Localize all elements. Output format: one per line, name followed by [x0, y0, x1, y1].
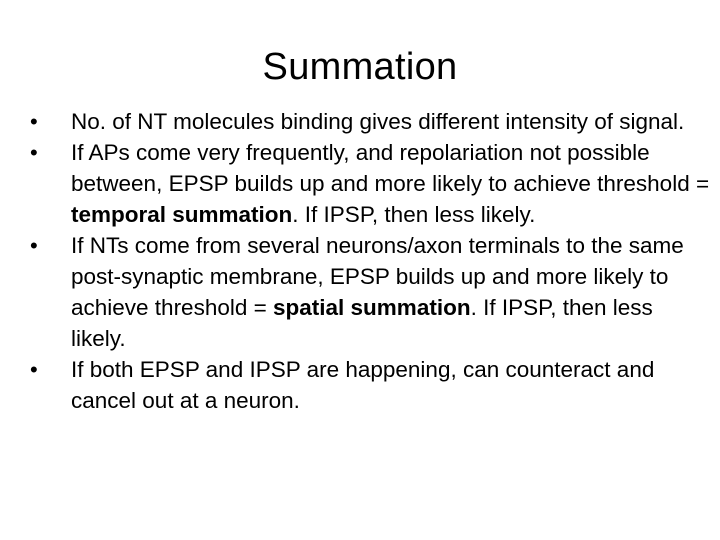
- bullet-bold-term: temporal summation: [71, 202, 293, 227]
- bullet-text: No. of NT molecules binding gives different intensity of signal.: [71, 109, 685, 134]
- bullet-dot-icon: •: [30, 140, 38, 165]
- bullet-item: [30, 137, 710, 230]
- bullet-text: . If IPSP, then less likely.: [292, 202, 536, 227]
- bullet-list: [30, 106, 710, 416]
- bullet-item: [30, 106, 710, 137]
- bullet-dot-icon: •: [30, 233, 38, 258]
- bullet-item: [30, 230, 710, 354]
- bullet-text: If both EPSP and IPSP are happening, can counteract and cancel out at a neuron.: [71, 357, 655, 413]
- bullet-text: If NTs come from several neurons/axon terminals to the same post-synaptic membrane, EPSP builds up and more likely to achieve threshold =: [71, 233, 684, 320]
- bullet-dot-icon: •: [30, 109, 38, 134]
- bullet-item: [30, 354, 710, 416]
- slide-title: Summation: [262, 46, 458, 88]
- bullet-bold-term: spatial summation: [273, 295, 471, 320]
- bullet-text: If APs come very frequently, and repolariation not possible between, EPSP builds up and more likely to achieve threshold =: [71, 140, 710, 196]
- bullet-dot-icon: •: [30, 357, 38, 382]
- bullet-text: . If IPSP, then less likely.: [71, 295, 653, 351]
